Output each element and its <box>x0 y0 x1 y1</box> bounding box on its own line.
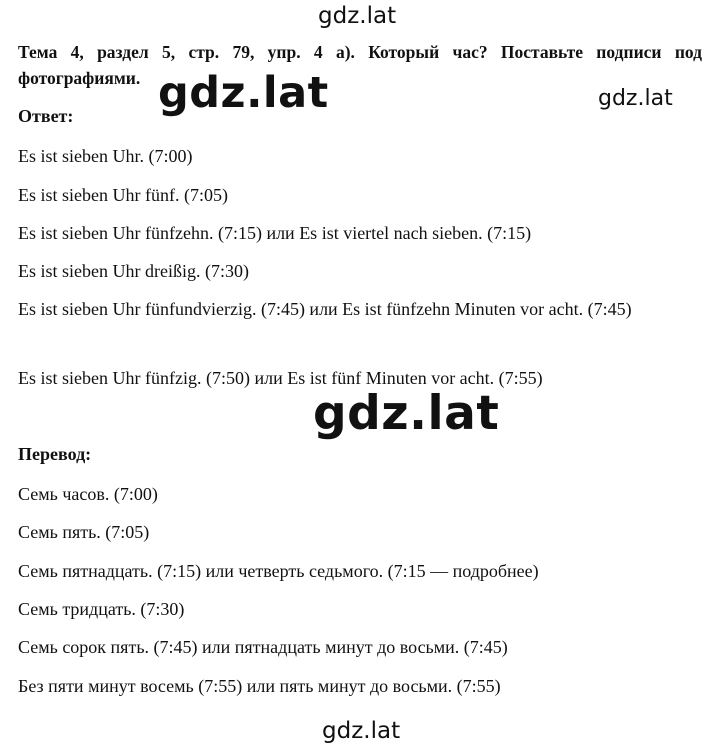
translation-heading: Перевод: <box>18 444 92 464</box>
translation-line: Семь тридцать. (7:30) <box>18 599 185 619</box>
watermark-large-upper: gdz.lat <box>158 68 329 118</box>
answer-line: Es ist sieben Uhr fünfundvierzig. (7:45) или Es ist fünfzehn Minuten vor acht. (7:45) <box>18 299 632 319</box>
watermark-bottom: gdz.lat <box>322 718 401 744</box>
answer-line: Es ist sieben Uhr. (7:00) <box>18 146 193 166</box>
watermark-right: gdz.lat <box>598 86 673 111</box>
translation-line: Семь пятнадцать. (7:15) или четверть седьмого. (7:15 — подробнее) <box>18 561 539 581</box>
answer-heading: Ответ: <box>18 106 74 126</box>
translation-line: Семь часов. (7:00) <box>18 484 158 504</box>
translation-line: Без пяти минут восемь (7:55) или пять минут до восьми. (7:55) <box>18 676 501 696</box>
translation-line: Семь пять. (7:05) <box>18 522 150 542</box>
translation-line: Семь сорок пять. (7:45) или пятнадцать минут до восьми. (7:45) <box>18 637 508 657</box>
exercise-title: Тема 4, раздел 5, стр. 79, упр. 4 а). Который час? Поставьте подписи под фотографиями. <box>18 42 702 88</box>
answer-line: Es ist sieben Uhr fünfzig. (7:50) или Es ist fünf Minuten vor acht. (7:55) <box>18 368 543 388</box>
answer-line: Es ist sieben Uhr dreißig. (7:30) <box>18 261 249 281</box>
watermark-top: gdz.lat <box>318 3 397 29</box>
answer-line: Es ist sieben Uhr fünfzehn. (7:15) или Es ist viertel nach sieben. (7:15) <box>18 223 532 243</box>
watermark-large-middle: gdz.lat <box>313 386 500 441</box>
answer-line: Es ist sieben Uhr fünf. (7:05) <box>18 185 228 205</box>
